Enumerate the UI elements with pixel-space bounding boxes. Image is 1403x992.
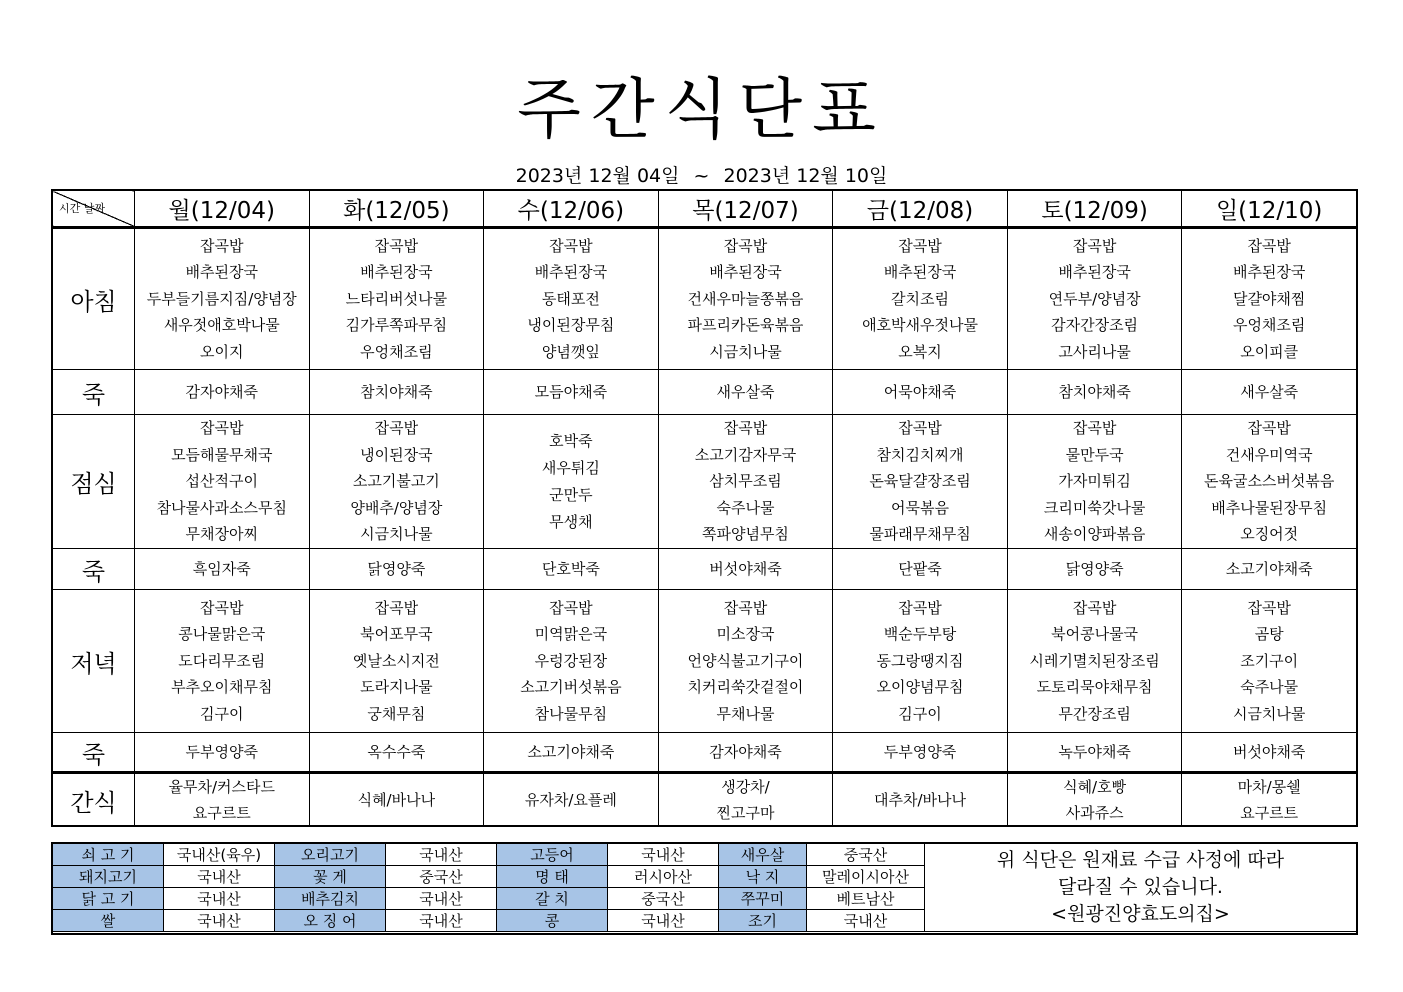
menu-item: 잡곡밥 [1247, 419, 1291, 438]
menu-item: 닭영양죽 [1065, 559, 1124, 578]
menu-item: 우렁강된장 [534, 651, 608, 670]
origin-table [52, 843, 1357, 932]
menu-cell [135, 549, 310, 590]
menu-cell [658, 370, 833, 415]
day-header: 일(12/10) [1182, 191, 1357, 228]
menu-item: 소고기버섯볶음 [520, 678, 622, 697]
menu-item: 무간장조림 [1058, 704, 1131, 723]
menu-item: 물파래무채무침 [869, 525, 971, 544]
menu-item: 숙주나물 [1240, 678, 1299, 697]
menu-cell [135, 733, 310, 773]
menu-item: 도라지나물 [360, 678, 433, 697]
origin-ingredient: 조기 [719, 910, 807, 932]
menu-item: 호박죽 [549, 431, 593, 450]
page-title: 주간식단표 [517, 71, 886, 148]
menu-item: 감자간장조림 [1051, 316, 1139, 335]
menu-item: 배추된장국 [534, 263, 608, 282]
menu-cell [833, 733, 1008, 773]
menu-item: 두부영양죽 [883, 742, 957, 761]
menu-item: 어묵야채죽 [883, 382, 957, 401]
menu-item: 옛날소시지전 [352, 651, 440, 670]
menu-item: 단호박죽 [541, 559, 600, 578]
origin-row [53, 844, 1357, 866]
meal-row [53, 370, 1357, 415]
origin-country: 국내산 [386, 910, 497, 932]
day-header: 화(12/05) [309, 191, 484, 228]
menu-item: 참치야채죽 [360, 382, 433, 401]
origin-country: 국내산 [164, 888, 275, 910]
menu-item: 잡곡밥 [200, 598, 244, 617]
menu-item: 버섯야채죽 [1232, 742, 1306, 761]
menu-item: 잡곡밥 [723, 419, 768, 438]
menu-item: 숙주나물 [716, 498, 775, 517]
menu-item: 파프리카돈육볶음 [687, 316, 804, 335]
menu-item: 배추된장국 [709, 263, 782, 282]
menu-item: 잡곡밥 [898, 419, 942, 438]
menu-item: 대추차/바나나 [874, 791, 967, 809]
menu-item: 새우튀김 [541, 458, 600, 477]
menu-item: 유자차/요플레 [524, 791, 617, 809]
menu-cell [484, 370, 659, 415]
menu-item: 단팥죽 [898, 559, 942, 578]
menu-item: 미역맑은국 [534, 625, 608, 644]
origin-country: 중국산 [807, 844, 925, 866]
menu-item: 고사리나물 [1058, 342, 1131, 361]
menu-cell [1007, 228, 1182, 370]
meal-row [53, 590, 1357, 733]
origin-country: 중국산 [608, 888, 719, 910]
date-start: 2023년 12월 04일 [515, 165, 680, 187]
menu-cell [833, 590, 1008, 733]
menu-item: 물만두국 [1065, 445, 1124, 464]
day-header: 월(12/04) [135, 191, 310, 228]
origin-country: 국내산 [386, 844, 497, 866]
menu-cell [658, 549, 833, 590]
menu-item: 새우젓애호박나물 [163, 316, 280, 335]
menu-item: 궁채무침 [367, 704, 426, 723]
menu-item: 참나물무침 [534, 704, 608, 723]
menu-item: 배추나물된장무침 [1211, 498, 1328, 517]
menu-item: 새송이양파볶음 [1043, 525, 1146, 544]
origin-country: 중국산 [386, 866, 497, 888]
menu-item: 배추된장국 [360, 263, 433, 282]
menu-item: 갈치조림 [891, 289, 950, 308]
origin-country: 국내산 [608, 910, 719, 932]
menu-cell [833, 228, 1008, 370]
menu-item: 배추된장국 [185, 263, 258, 282]
menu-item: 김가루쪽파무침 [345, 316, 448, 335]
meal-label: 저녁 [53, 590, 135, 733]
menu-item: 미소장국 [716, 625, 775, 644]
menu-cell [309, 733, 484, 773]
day-header: 수(12/06) [484, 191, 659, 228]
menu-item: 우엉채조림 [360, 342, 433, 361]
menu-item: 냉이된장국 [360, 445, 433, 464]
menu-item: 잡곡밥 [1072, 598, 1117, 617]
origin-country: 국내산 [386, 888, 497, 910]
menu-item: 요구르트 [1240, 804, 1299, 822]
menu-item: 양념깻잎 [541, 342, 600, 361]
menu-item: 참치야채죽 [1058, 382, 1131, 401]
menu-item: 잡곡밥 [374, 419, 419, 438]
menu-item: 소고기야채죽 [1225, 559, 1313, 578]
menu-item: 잡곡밥 [1072, 236, 1117, 255]
header-row [53, 191, 1357, 228]
menu-item: 두부영양죽 [185, 742, 258, 761]
date-range [0, 163, 1403, 189]
day-header: 금(12/08) [833, 191, 1008, 228]
menu-item: 부추오이채무침 [171, 678, 273, 697]
menu-item: 가자미튀김 [1058, 472, 1131, 491]
menu-item: 조기구이 [1240, 651, 1299, 670]
origin-ingredient: 명 태 [497, 866, 608, 888]
menu-cell [135, 773, 310, 827]
menu-item: 감자야채죽 [185, 382, 258, 401]
menu-item: 옥수수죽 [367, 742, 426, 761]
menu-cell [833, 773, 1008, 827]
menu-cell [484, 733, 659, 773]
menu-item: 도토리묵야채무침 [1036, 678, 1153, 697]
meal-row [53, 733, 1357, 773]
menu-item: 느타리버섯나물 [345, 289, 448, 308]
menu-item: 참나물사과소스무침 [156, 498, 287, 517]
menu-cell [1182, 415, 1357, 549]
meal-row [53, 549, 1357, 590]
menu-item: 율무차/커스타드 [168, 778, 276, 796]
menu-cell [309, 415, 484, 549]
menu-cell [484, 590, 659, 733]
menu-item: 쪽파양념무침 [701, 525, 789, 544]
menu-item: 돈육굴소스버섯볶음 [1203, 472, 1335, 491]
menu-cell [1182, 228, 1357, 370]
menu-item: 잡곡밥 [200, 419, 244, 438]
meal-label: 죽 [53, 370, 135, 415]
menu-item: 김구이 [200, 704, 244, 723]
menu-item: 크리미쑥갓나물 [1043, 498, 1146, 517]
menu-item: 오이양념무침 [876, 678, 964, 697]
menu-cell [135, 415, 310, 549]
meal-label: 죽 [53, 549, 135, 590]
menu-cell [309, 773, 484, 827]
menu-item: 콩나물맑은국 [178, 625, 266, 644]
menu-item: 배추된장국 [1058, 263, 1131, 282]
menu-cell [309, 370, 484, 415]
origin-ingredient: 꽃 게 [275, 866, 386, 888]
menu-cell [309, 228, 484, 370]
menu-cell [309, 549, 484, 590]
menu-item: 식혜/호빵 [1063, 778, 1127, 796]
menu-cell [658, 733, 833, 773]
menu-cell [1182, 370, 1357, 415]
menu-cell [833, 415, 1008, 549]
menu-item: 김구이 [898, 704, 942, 723]
menu-item: 동태포전 [541, 289, 600, 308]
menu-item: 삼치무조림 [709, 472, 782, 491]
menu-table [52, 190, 1357, 827]
menu-cell [1007, 590, 1182, 733]
menu-item: 소고기야채죽 [527, 742, 615, 761]
menu-item: 어묵볶음 [891, 498, 950, 517]
menu-item: 참치김치찌개 [876, 445, 964, 464]
menu-item: 배추된장국 [883, 263, 957, 282]
menu-item: 북어포무국 [360, 625, 433, 644]
menu-cell [833, 549, 1008, 590]
menu-item: 감자야채죽 [709, 742, 782, 761]
menu-item: 잡곡밥 [549, 598, 593, 617]
origin-country: 국내산(육우) [164, 844, 275, 866]
menu-item: 소고기불고기 [352, 472, 440, 491]
menu-item: 곰탕 [1254, 625, 1284, 644]
menu-item: 양배추/양념장 [350, 498, 443, 517]
menu-cell [1007, 733, 1182, 773]
origin-ingredient: 쇠 고 기 [53, 844, 164, 866]
menu-item: 애호박새우젓나물 [862, 316, 978, 335]
menu-cell [484, 549, 659, 590]
menu-cell [135, 370, 310, 415]
menu-cell [1182, 549, 1357, 590]
origin-country: 베트남산 [807, 888, 925, 910]
menu-item: 건새우마늘쫑볶음 [687, 289, 804, 308]
notice-line: 달라질 수 있습니다. [1058, 876, 1223, 898]
menu-item: 생강차/ [721, 778, 770, 796]
menu-item: 돈육달걀장조림 [869, 472, 971, 491]
menu-item: 새우살죽 [1240, 382, 1299, 401]
menu-cell [1007, 370, 1182, 415]
menu-item: 무채나물 [716, 704, 775, 723]
menu-item: 무채장아찌 [185, 525, 258, 544]
meal-row [53, 415, 1357, 549]
menu-item: 모듬야채죽 [534, 382, 608, 401]
origin-country: 말레이시아산 [807, 866, 925, 888]
menu-cell [1182, 773, 1357, 827]
origin-country: 국내산 [164, 866, 275, 888]
meal-label: 간식 [53, 773, 135, 827]
menu-cell [135, 590, 310, 733]
menu-item: 군만두 [549, 485, 593, 504]
menu-item: 섭산적구이 [185, 472, 258, 491]
menu-item: 오복지 [898, 342, 942, 361]
menu-cell [1007, 415, 1182, 549]
menu-item: 잡곡밥 [723, 236, 768, 255]
menu-item: 잡곡밥 [723, 598, 768, 617]
menu-cell [658, 590, 833, 733]
origin-ingredient: 쌀 [53, 910, 164, 932]
menu-item: 오징어젓 [1240, 525, 1299, 544]
menu-item: 잡곡밥 [200, 236, 244, 255]
menu-item: 잡곡밥 [374, 236, 419, 255]
menu-item: 무생채 [549, 512, 593, 531]
menu-item: 찐고구마 [716, 804, 775, 822]
menu-cell [484, 228, 659, 370]
menu-item: 소고기감자무국 [694, 445, 797, 464]
origin-ingredient: 낙 지 [719, 866, 807, 888]
origin-ingredient: 오리고기 [275, 844, 386, 866]
menu-item: 버섯야채죽 [709, 559, 782, 578]
menu-item: 시금치나물 [360, 525, 433, 544]
origin-country: 국내산 [608, 844, 719, 866]
menu-item: 치커리쑥갓겉절이 [687, 678, 804, 697]
menu-item: 잡곡밥 [549, 236, 593, 255]
menu-cell [1007, 773, 1182, 827]
menu-item: 북어콩나물국 [1051, 625, 1139, 644]
menu-cell [1182, 590, 1357, 733]
menu-item: 모듬해물무채국 [171, 445, 273, 464]
date-end: 2023년 12월 10일 [723, 165, 888, 187]
menu-item: 백순두부탕 [883, 625, 957, 644]
menu-item: 배추된장국 [1232, 263, 1306, 282]
menu-item: 시금치나물 [709, 342, 782, 361]
origin-country: 러시아산 [608, 866, 719, 888]
menu-item: 동그랑땡지짐 [876, 651, 964, 670]
day-header: 토(12/09) [1007, 191, 1182, 228]
menu-item: 도다리무조림 [178, 651, 266, 670]
origin-country: 국내산 [164, 910, 275, 932]
meal-label: 죽 [53, 733, 135, 773]
meal-label: 점심 [53, 415, 135, 549]
notice-line: <원광진양효도의집> [1051, 903, 1230, 925]
menu-item: 사과쥬스 [1065, 804, 1124, 822]
menu-item: 잡곡밥 [1072, 419, 1117, 438]
menu-cell [1182, 733, 1357, 773]
origin-ingredient: 배추김치 [275, 888, 386, 910]
menu-cell [309, 590, 484, 733]
menu-item: 오이피클 [1240, 342, 1299, 361]
menu-item: 잡곡밥 [898, 236, 942, 255]
menu-cell [484, 773, 659, 827]
menu-item: 잡곡밥 [1247, 598, 1291, 617]
menu-item: 시레기멸치된장조림 [1029, 651, 1160, 670]
menu-item: 요구르트 [192, 804, 251, 822]
origin-ingredient: 콩 [497, 910, 608, 932]
menu-item: 우엉채조림 [1232, 316, 1306, 335]
notice-line: 위 식단은 원재료 수급 사정에 따라 [996, 849, 1285, 871]
menu-item: 건새우미역국 [1225, 445, 1313, 464]
menu-item: 시금치나물 [1232, 704, 1306, 723]
menu-item: 새우살죽 [716, 382, 775, 401]
menu-item: 잡곡밥 [374, 598, 419, 617]
menu-item: 식혜/바나나 [357, 791, 436, 809]
origin-ingredient: 고등어 [497, 844, 608, 866]
meal-row [53, 228, 1357, 370]
menu-cell [1007, 549, 1182, 590]
menu-cell [658, 773, 833, 827]
menu-item: 흑임자죽 [192, 559, 251, 578]
corner-label: 시간 날짜 [59, 202, 106, 215]
menu-item: 달걀야채찜 [1232, 289, 1306, 308]
menu-cell [833, 370, 1008, 415]
menu-item: 녹두야채죽 [1058, 742, 1131, 761]
origin-ingredient: 오 징 어 [275, 910, 386, 932]
menu-item: 마차/몽쉘 [1237, 778, 1301, 796]
menu-cell [658, 228, 833, 370]
origin-ingredient: 돼지고기 [53, 866, 164, 888]
origin-ingredient: 새우살 [719, 844, 807, 866]
meal-row [53, 773, 1357, 827]
menu-item: 언양식불고기구이 [687, 651, 804, 670]
origin-ingredient: 갈 치 [497, 888, 608, 910]
menu-item: 연두부/양념장 [1048, 289, 1141, 308]
menu-item: 잡곡밥 [1247, 236, 1291, 255]
menu-item: 닭영양죽 [367, 559, 426, 578]
menu-cell [658, 415, 833, 549]
menu-cell [135, 228, 310, 370]
origin-ingredient: 닭 고 기 [53, 888, 164, 910]
menu-cell [484, 415, 659, 549]
day-header: 목(12/07) [658, 191, 833, 228]
notice-cell [925, 844, 1357, 932]
origin-country: 국내산 [807, 910, 925, 932]
corner-cell [53, 191, 135, 228]
menu-item: 오이지 [200, 342, 244, 361]
date-separator: ~ [693, 165, 710, 187]
origin-ingredient: 쭈꾸미 [719, 888, 807, 910]
menu-item: 잡곡밥 [898, 598, 942, 617]
meal-label: 아침 [53, 228, 135, 370]
menu-item: 두부들기름지짐/양념장 [146, 289, 297, 308]
menu-item: 냉이된장무침 [527, 316, 615, 335]
